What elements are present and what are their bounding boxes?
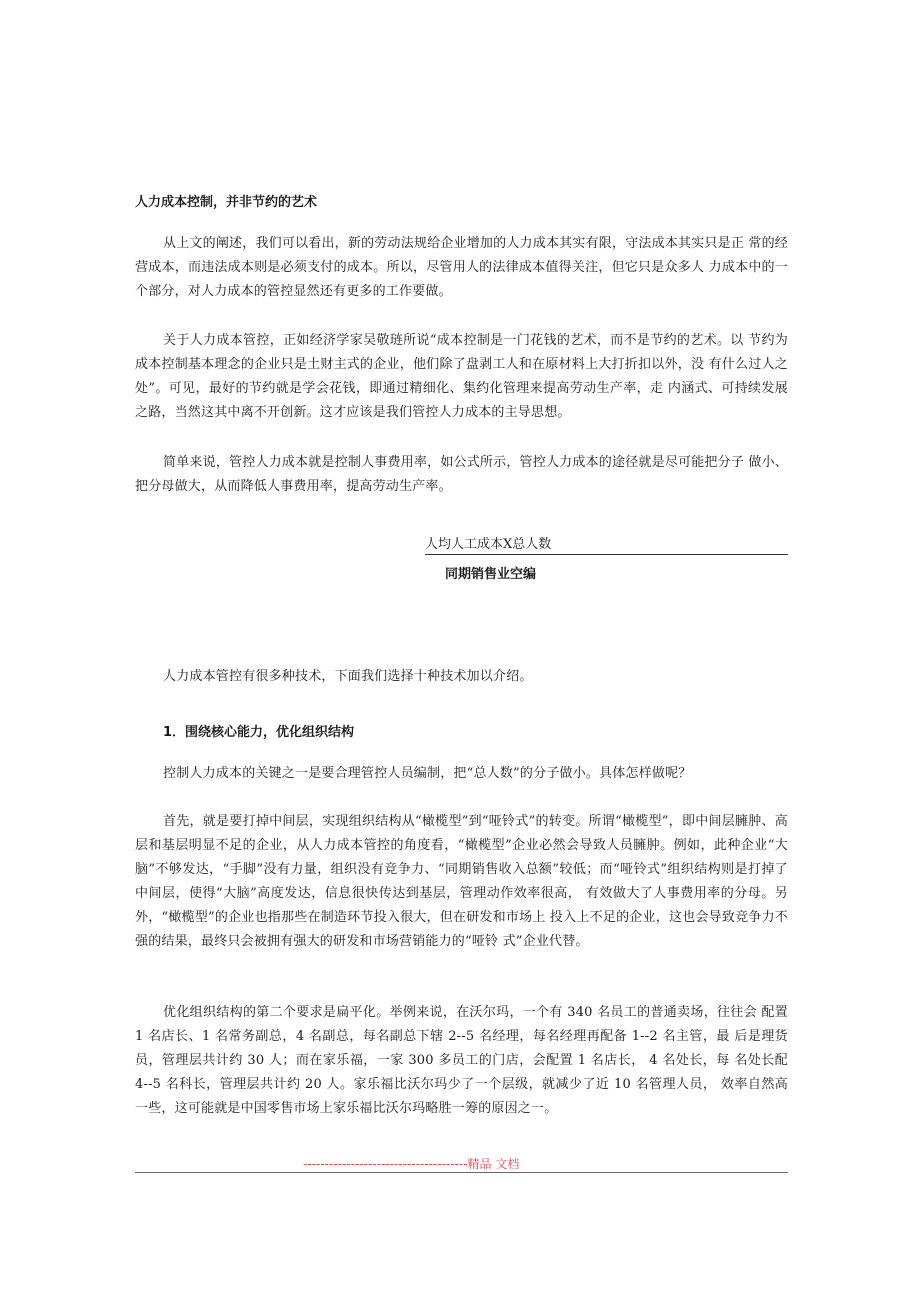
paragraph: 优化组织结构的第二个要求是扁平化。举例来说，在沃尔玛，一个有 340 名员工的普通卖场，往往会 配置 1 名店长、1 名常务副总，4 名副总，每名副总下辖 2--5 名经理，每名经理再配备 1--2 名主管，最 后是理货员，管理层共计约 30 人；而在家乐福，一家 300 多员工的门店，会配置 1 名店长， 4 名处长，每 名处长配 4--5 名科长，管理层共计约 20 人。家乐福比沃尔玛少了一个层级，就减少了近 10 名管理人员， 效率自然高一些，这可能就是中国零售市场上家乐福比沃尔玛略胜一筹的原因之一。 (135, 1005, 788, 1116)
footer-divider (135, 1172, 788, 1173)
paragraph: 控制人力成本的关键之一是要合理管控人员编制，把“总人数”的分子做小。具体怎样做呢？ (163, 766, 692, 781)
formula-denominator: 同期销售业空编 (445, 567, 537, 582)
paragraph: 简单来说，管控人力成本就是控制人事费用率，如公式所示，管控人力成本的途径就是尽可能把分子 做小、把分母做大，从而降低人事费用率，提高劳动生产率。 (135, 455, 788, 494)
paragraph: 关于人力成本管控，正如经济学家吴敬琏所说“成本控制是一门花钱的艺术，而不是节约的艺术。以 节约为成本控制基本理念的企业只是土财主式的企业，他们除了盘剥工人和在原材料上大打折扣以外，没 有什么过人之处”。可见，最好的节约就是学会花钱，即通过精细化、集约化管理来提高劳动生产率，走 内涵式、可持续发展之路，当然这其中离不开创新。这才应该是我们管控人力成本的主导思想。 (135, 333, 788, 420)
paragraph: 首先，就是要打掉中间层，实现组织结构从“橄榄型”到“哑铃式”的转变。所谓“橄榄型”，即中间层臃肿、高层和基层明显不足的企业，从人力成本管控的角度看，“橄榄型”企业必然会导致人员臃肿。例如，此种企业“大脑”不够发达，“手脚”没有力量，组织没有竞争力、“同期销售收入总额”较低；而“哑铃式”组织结构则是打掉了中间层，使得“大脑”高度发达，信息很快传达到基层，管理动作效率很高， 有效做大了人事费用率的分母。另外，“橄榄型”的企业也指那些在制造环节投入很大，但在研发和市场上 投入上不足的企业，这也会导致竞争力不强的结果，最终只会被拥有强大的研发和市场营销能力的“哑铃 式”企业代替。 (135, 814, 788, 949)
paragraph: 从上文的阐述，我们可以看出，新的劳动法规给企业增加的人力成本其实有限，守法成本其实只是正 常的经营成本，而违法成本则是必须支付的成本。所以，尽管用人的法律成本值得关注，但它只是众多人 力成本中的一个部分，对人力成本的管控显然还有更多的工作要做。 (135, 236, 788, 299)
formula-numerator: 人均人工成本X总人数 (425, 533, 788, 555)
intro-paragraph: 人力成本管控有很多种技术，下面我们选择十种技术加以介绍。 (163, 669, 533, 684)
footer-watermark: --------------------------------------精品 文档 (303, 1157, 520, 1171)
section-title: 人力成本控制，并非节约的艺术 (135, 195, 318, 210)
subsection-title: 1．围绕核心能力，优化组织结构 (163, 725, 355, 740)
